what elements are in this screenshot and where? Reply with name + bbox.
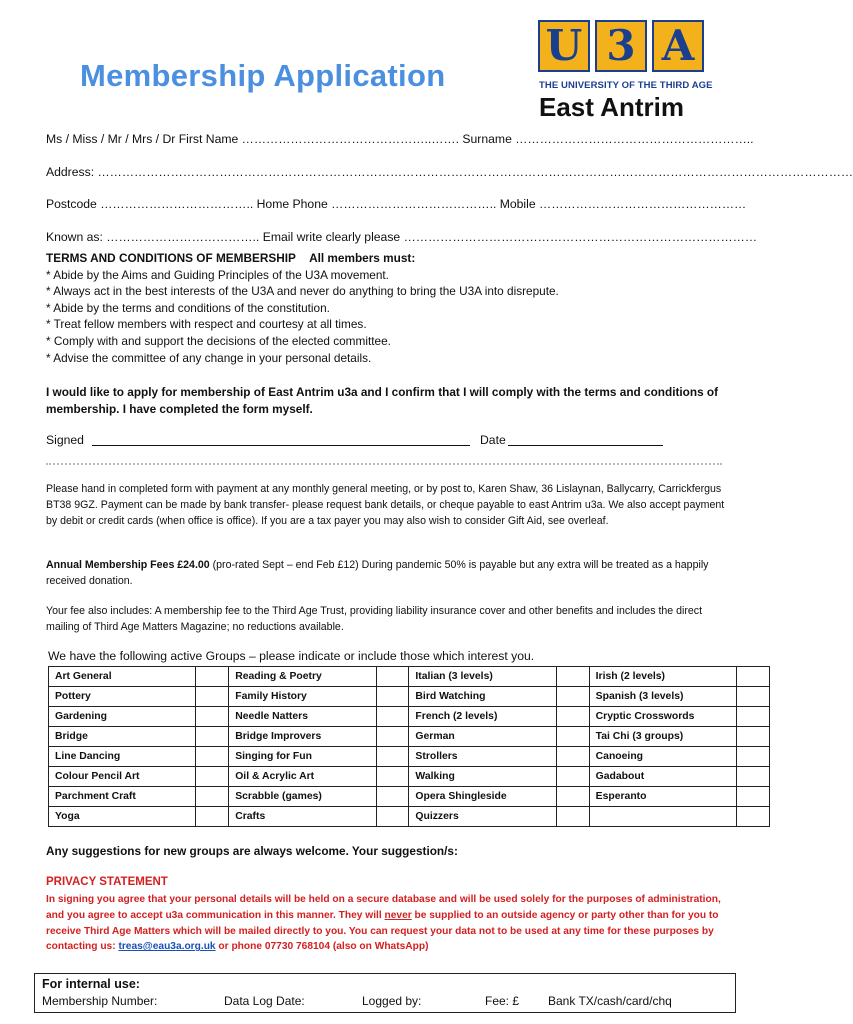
group-name: Yoga	[49, 807, 196, 827]
address-field-line[interactable]: Address: ……………………………………………………………………………………………………………………………………………………………………	[46, 165, 853, 179]
apply-statement: I would like to apply for membership of East Antrim u3a and I confirm that I will comply with the terms and conditions of membership. I have completed the form myself.	[46, 385, 719, 416]
hand-in-paragraph: Please hand in completed form with payment at any monthly general meeting, or by post to, Karen Shaw, 36 Lislaynan, Ballycarry, Carrickfergus BT38 9GZ. Payment can be made by bank transfer- please request bank details, or cheque payable to east Antrim u3a. We also accept payment by debit or credit cards (when office is office). If you are a tax payer you may also wish to consider Gift Aid, see overleaf.	[46, 483, 725, 527]
date-label: Date	[480, 433, 506, 447]
u3a-logo	[538, 20, 704, 72]
terms-item: * Treat fellow members with respect and courtesy at all times.	[46, 317, 367, 332]
dotted-separator	[46, 463, 722, 469]
group-checkbox[interactable]	[737, 687, 770, 707]
never-emphasis: never	[384, 909, 412, 921]
group-name: Walking	[409, 767, 556, 787]
signed-label: Signed	[46, 433, 84, 447]
group-checkbox[interactable]	[196, 727, 229, 747]
privacy-statement: In signing you agree that your personal details will be held on a secure database and will be used solely for the purposes of administration, and you agree to accept u3a communication in this manner. They will never be supplied to an outside agency or party other than for you to receive Third Age Matters which will be mailed directly to you. You can request your data not to be used at any time for these purposes by contacting us: treas@eau3a.org.uk or phone 07730 768104 (also on WhatsApp)	[46, 894, 721, 953]
payment-method-label: Bank TX/cash/card/chq	[548, 994, 672, 1008]
group-name: Bridge	[49, 727, 196, 747]
membership-number-label: Membership Number:	[42, 994, 158, 1008]
group-name: Oil & Acrylic Art	[229, 767, 376, 787]
group-checkbox[interactable]	[376, 707, 409, 727]
known-as-email-line[interactable]: Known as: ……………………………….. Email write clearly please ……………………………………………………………………………	[46, 230, 758, 244]
group-checkbox[interactable]	[737, 787, 770, 807]
terms-item: * Advise the committee of any change in your personal details.	[46, 350, 372, 365]
postcode-phone-line[interactable]: Postcode ……………………………….. Home Phone ………………………………….. Mobile ……………………………………………	[46, 197, 747, 211]
table-row	[49, 747, 770, 767]
group-name: Singing for Fun	[229, 747, 376, 767]
group-checkbox[interactable]	[737, 667, 770, 687]
group-name: Gardening	[49, 707, 196, 727]
group-name: Art General	[49, 667, 196, 687]
group-name: Line Dancing	[49, 747, 196, 767]
table-row	[49, 767, 770, 787]
group-checkbox[interactable]	[196, 707, 229, 727]
group-name: Crafts	[229, 807, 376, 827]
table-row	[49, 727, 770, 747]
fees-rest: (pro-rated Sept – end Feb £12) During pandemic 50% is payable but any extra will be treated as a happily received donation.	[46, 559, 709, 587]
table-row	[49, 787, 770, 807]
terms-item: * Abide by the Aims and Guiding Principles of the U3A movement.	[46, 267, 389, 282]
group-name: Needle Natters	[229, 707, 376, 727]
fees-bold: Annual Membership Fees £24.00	[46, 559, 210, 571]
logo-letter-u: U	[538, 20, 590, 72]
terms-heading: TERMS AND CONDITIONS OF MEMBERSHIP All members must:	[46, 251, 416, 265]
privacy-heading: PRIVACY STATEMENT	[46, 876, 168, 888]
group-name: Cryptic Crosswords	[589, 707, 736, 727]
groups-table	[48, 666, 770, 827]
groups-intro: We have the following active Groups – please indicate or include those which interest you.	[48, 649, 535, 663]
group-checkbox[interactable]	[376, 807, 409, 827]
group-checkbox[interactable]	[556, 787, 589, 807]
data-log-date-label: Data Log Date:	[224, 994, 305, 1008]
group-name: Parchment Craft	[49, 787, 196, 807]
group-name: Gadabout	[589, 767, 736, 787]
suggestions-label: Any suggestions for new groups are always welcome. Your suggestion/s:	[46, 844, 458, 858]
logo-letter-3: 3	[595, 20, 647, 72]
table-row	[49, 707, 770, 727]
group-name: Tai Chi (3 groups)	[589, 727, 736, 747]
group-checkbox[interactable]	[196, 687, 229, 707]
group-checkbox[interactable]	[376, 747, 409, 767]
group-checkbox[interactable]	[556, 707, 589, 727]
group-name: Italian (3 levels)	[409, 667, 556, 687]
logged-by-label: Logged by:	[362, 994, 422, 1008]
group-name: Pottery	[49, 687, 196, 707]
date-field[interactable]	[508, 445, 663, 446]
group-checkbox[interactable]	[737, 747, 770, 767]
terms-item: * Abide by the terms and conditions of the constitution.	[46, 300, 330, 315]
group-name	[589, 807, 736, 827]
group-checkbox[interactable]	[737, 707, 770, 727]
group-checkbox[interactable]	[196, 667, 229, 687]
fee-label: Fee: £	[485, 994, 520, 1008]
terms-section	[46, 250, 736, 366]
group-checkbox[interactable]	[556, 807, 589, 827]
fee-includes-paragraph: Your fee also includes: A membership fee to the Third Age Trust, providing liability insurance cover and other benefits and includes the direct mailing of Third Age Matters Magazine; no reductions available.	[46, 605, 703, 633]
terms-item: * Comply with and support the decisions of the elected committee.	[46, 333, 391, 348]
group-checkbox[interactable]	[376, 767, 409, 787]
group-checkbox[interactable]	[556, 747, 589, 767]
group-name: Quizzers	[409, 807, 556, 827]
group-name: German	[409, 727, 556, 747]
group-checkbox[interactable]	[737, 807, 770, 827]
table-row	[49, 667, 770, 687]
group-name: Bird Watching	[409, 687, 556, 707]
group-name: Opera Shingleside	[409, 787, 556, 807]
group-checkbox[interactable]	[556, 687, 589, 707]
group-name: Reading & Poetry	[229, 667, 376, 687]
table-row	[49, 807, 770, 827]
group-checkbox[interactable]	[196, 747, 229, 767]
group-name: Esperanto	[589, 787, 736, 807]
group-checkbox[interactable]	[376, 727, 409, 747]
group-name: Spanish (3 levels)	[589, 687, 736, 707]
email-link[interactable]: treas@eau3a.org.uk	[118, 941, 216, 953]
page-title: Membership Application	[80, 58, 446, 93]
group-name: Family History	[229, 687, 376, 707]
logo-letter-a: A	[652, 20, 704, 72]
signature-field[interactable]	[92, 445, 470, 446]
group-checkbox[interactable]	[196, 767, 229, 787]
fees-paragraph	[46, 557, 726, 589]
logo-branch-name: East Antrim	[539, 92, 684, 122]
table-row	[49, 687, 770, 707]
group-name: Canoeing	[589, 747, 736, 767]
group-checkbox[interactable]	[376, 667, 409, 687]
terms-item: * Always act in the best interests of the U3A and never do anything to bring the U3A into disrepute.	[46, 284, 559, 299]
name-field-line[interactable]: Ms / Miss / Mr / Mrs / Dr First Name ………………………………………..……. Surname …………………………………………………..	[46, 132, 754, 146]
group-checkbox[interactable]	[376, 787, 409, 807]
group-checkbox[interactable]	[556, 667, 589, 687]
group-checkbox[interactable]	[556, 767, 589, 787]
group-checkbox[interactable]	[737, 727, 770, 747]
group-checkbox[interactable]	[376, 687, 409, 707]
group-checkbox[interactable]	[556, 727, 589, 747]
group-name: Bridge Improvers	[229, 727, 376, 747]
group-checkbox[interactable]	[196, 807, 229, 827]
group-checkbox[interactable]	[196, 787, 229, 807]
group-name: Scrabble (games)	[229, 787, 376, 807]
group-name: French (2 levels)	[409, 707, 556, 727]
group-name: Strollers	[409, 747, 556, 767]
group-name: Colour Pencil Art	[49, 767, 196, 787]
logo-subtitle: THE UNIVERSITY OF THE THIRD AGE	[539, 80, 713, 91]
group-checkbox[interactable]	[737, 767, 770, 787]
internal-use-title: For internal use:	[42, 977, 140, 991]
group-name: Irish (2 levels)	[589, 667, 736, 687]
